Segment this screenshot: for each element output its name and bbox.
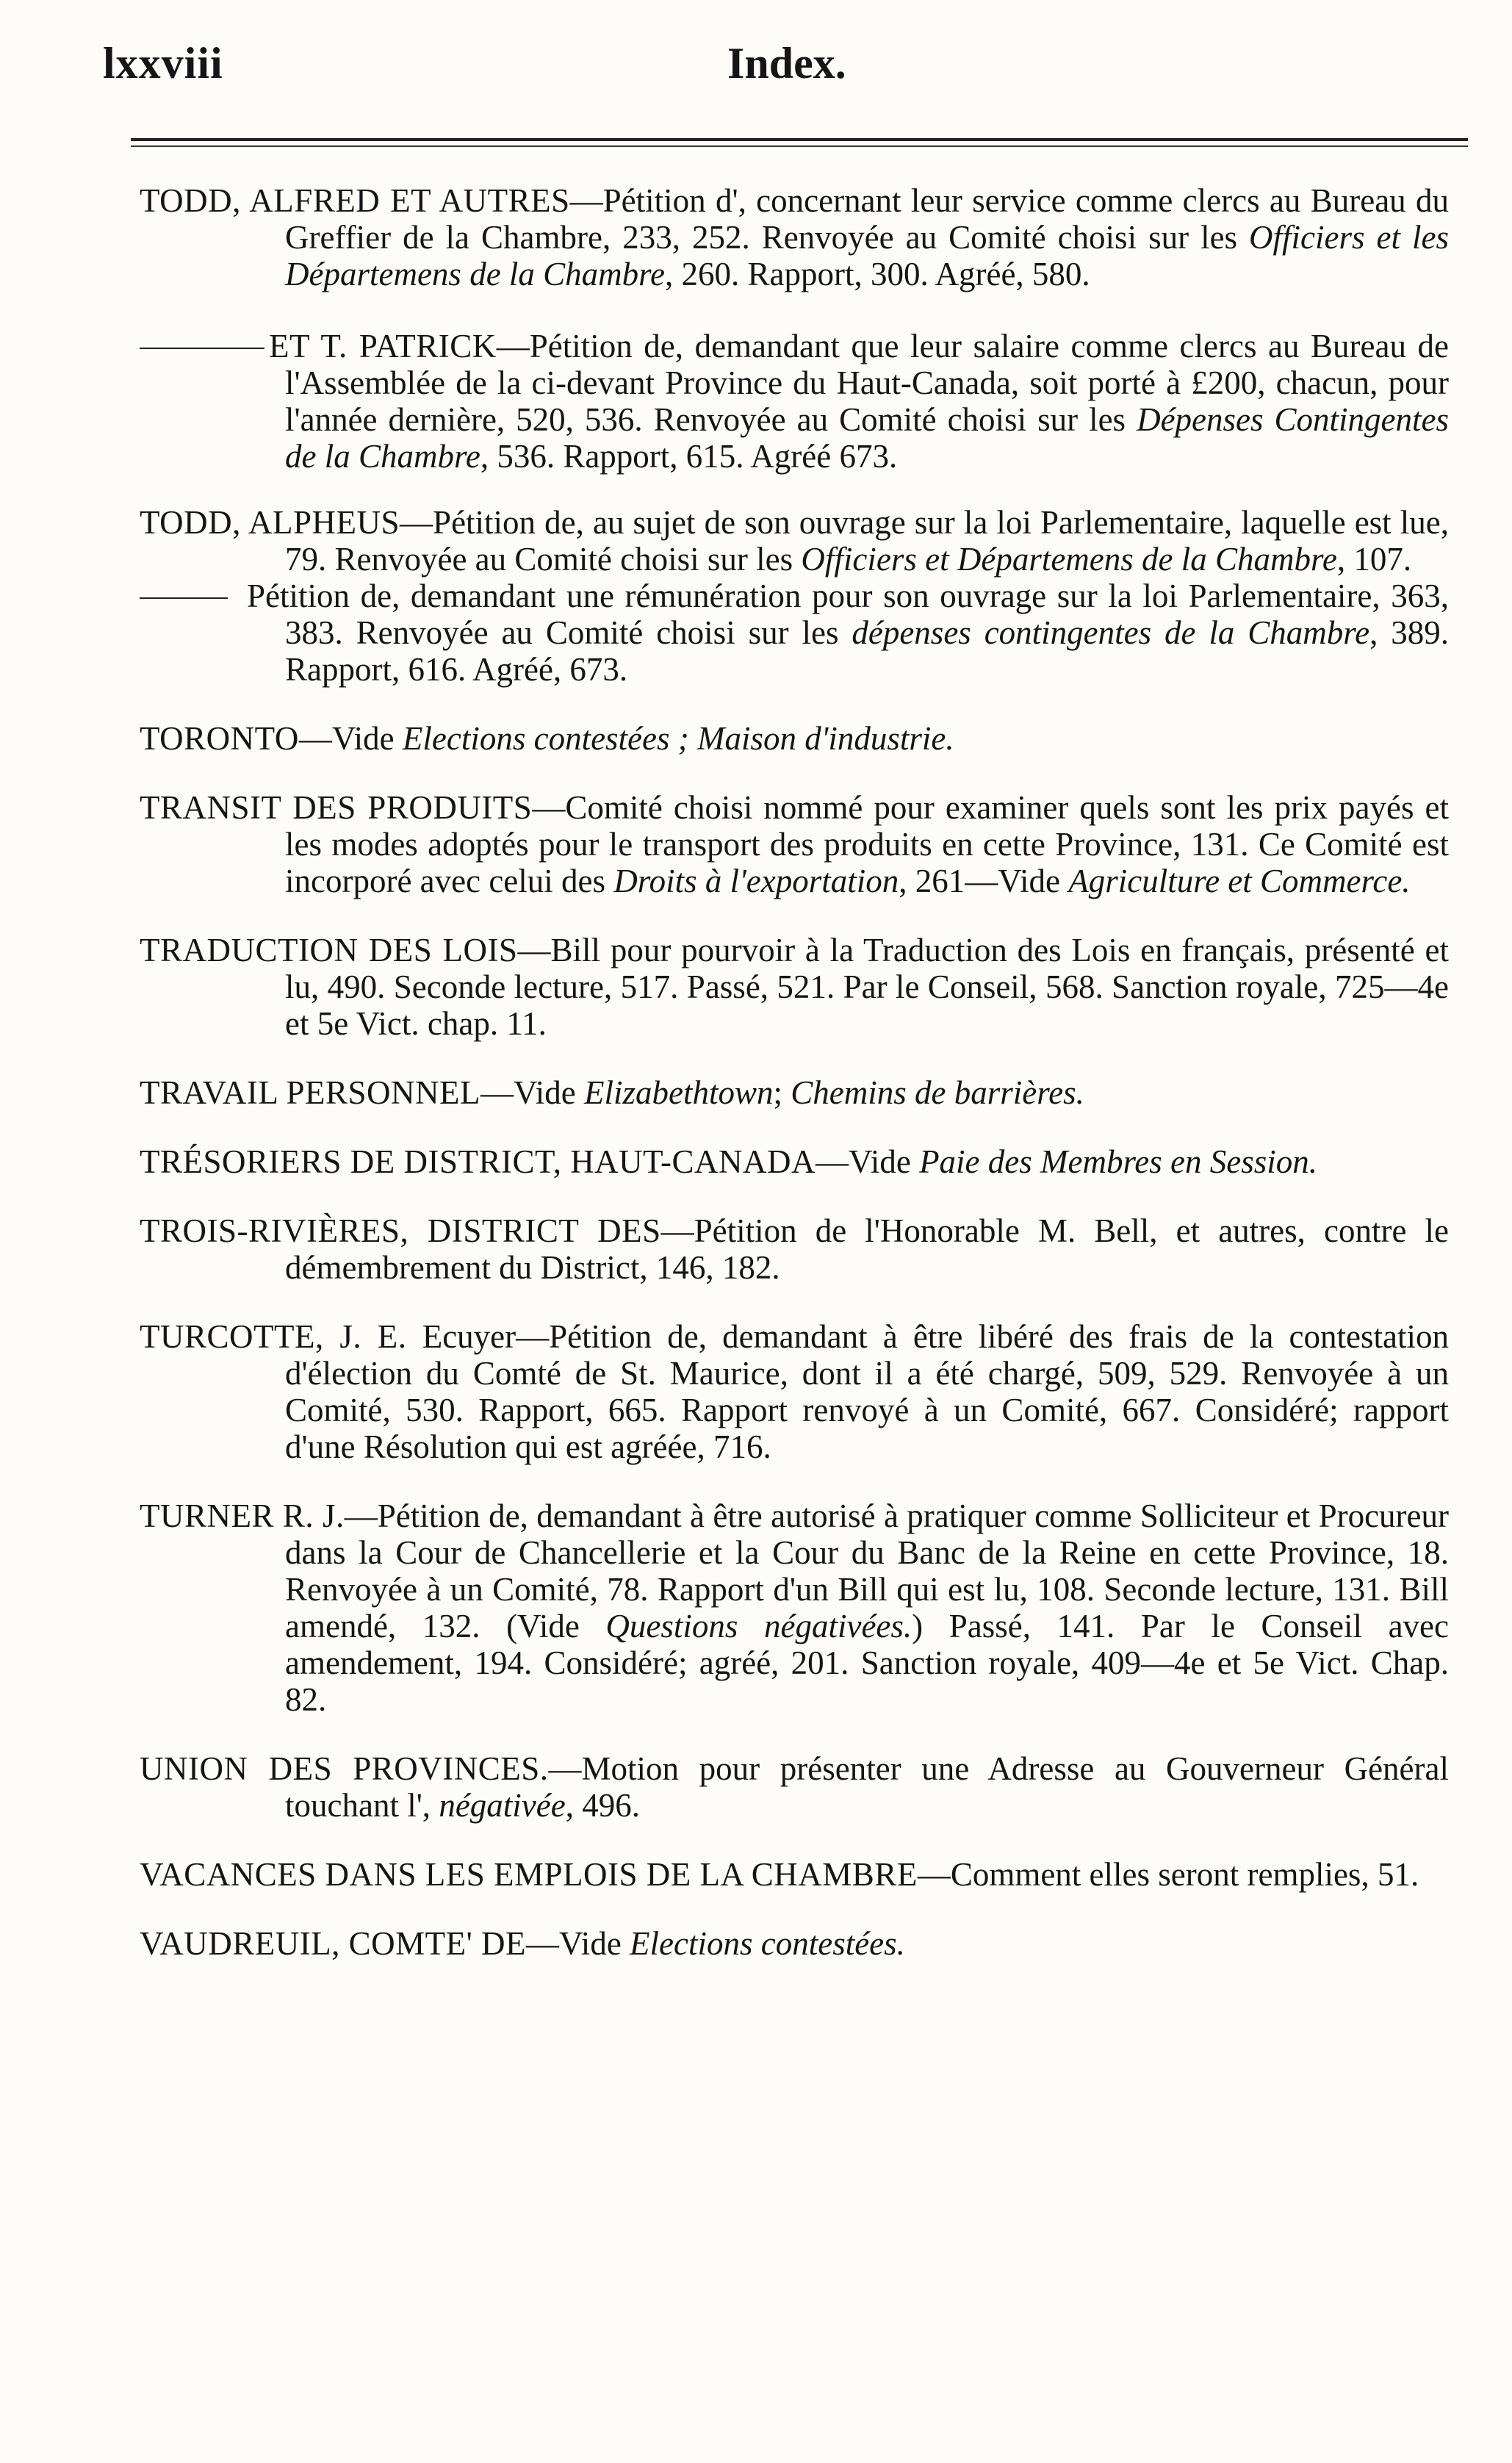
entry-text: —Pétition d', concernant leur service comme clercs au Bureau du Greffier de la Chambre, 233, 252. Renvoyée au Comité choisi sur les [285, 182, 1449, 256]
entry-text-continued: , 261—Vide [899, 863, 1069, 899]
index-entry-traduction [140, 932, 1449, 1042]
entry-text: Pétition de, demandant une rémunération pour son ouvrage sur la loi Parlementaire, 363, 383. Renvoyée au Comité choisi sur les [247, 578, 1449, 651]
entry-heading: TRANSIT DES PRODUITS [140, 789, 533, 826]
index-entry-travail [140, 1074, 1449, 1111]
entry-reference: Paie des Membres en Session. [919, 1143, 1318, 1180]
entry-heading: TRAVAIL PERSONNEL [140, 1074, 480, 1111]
entry-text-continued: ; [773, 1074, 791, 1111]
entry-text: —Pétition de, demandant que leur salaire comme clercs au Bureau de l'Assemblée de la ci-devant Province du Haut-Canada, soit porté à £200, chacun, pour l'année dernière, 520, 536. Renvoyée au Comité choisi sur les [285, 328, 1449, 438]
index-entry-transit [140, 789, 1449, 899]
entry-heading: VACANCES DANS LES EMPLOIS DE LA CHAMBRE [140, 1856, 918, 1893]
entry-text: —Pétition de, au sujet de son ouvrage sur la loi Parlementaire, laquelle est lue, 79. Renvoyée au Comité choisi sur les [285, 504, 1449, 578]
repeat-dash [140, 597, 228, 599]
index-entry-vaudreuil [140, 1925, 1449, 1962]
entry-reference: dépenses contingentes de la Chambre [852, 614, 1370, 651]
running-title: Index. [727, 39, 846, 87]
entry-reference-2: Agriculture et Commerce. [1068, 863, 1411, 899]
entry-heading: TROIS-RIVIÈRES, DISTRICT DES [140, 1212, 661, 1249]
index-entry-turcotte [140, 1318, 1449, 1465]
entry-text: Ecuyer—Pétition de, demandant à être libéré des frais de la contestation d'élection du Comté de St. Maurice, dont il a été chargé, 509, 529. Renvoyée à un Comité, 530. Rapport, 665. Rapport renvoyé à un Comité, 667. Considéré; rapport d'une Résolution qui est agréée, 716. [285, 1318, 1449, 1465]
entry-text: —Comment elles seront remplies, 51. [917, 1856, 1419, 1893]
entry-text-continued: , 536. Rapport, 615. Agréé 673. [480, 438, 898, 475]
repeat-dash [140, 348, 264, 349]
entry-reference: Elections contestées. [630, 1925, 905, 1962]
entry-heading: VAUDREUIL, COMTE' DE [140, 1925, 527, 1962]
page-header [0, 38, 1512, 97]
entry-text-continued: , 389. Rapport, 616. Agréé, 673. [285, 614, 1449, 688]
entry-reference: Officiers et Départemens de la Chambre [801, 541, 1337, 578]
entry-text: —Vide [480, 1074, 585, 1111]
entry-text: —Pétition de l'Honorable M. Bell, et autres, contre le démembrement du District, 146, 182. [285, 1212, 1449, 1286]
entry-text-continued: , 107. [1336, 541, 1412, 578]
entry-text: —Vide [526, 1925, 630, 1962]
entry-heading: TRADUCTION DES LOIS [140, 932, 518, 968]
entry-heading: TURNER R. J. [140, 1497, 345, 1534]
entry-text-continued: , 260. Rapport, 300. Agréé, 580. [665, 256, 1090, 292]
entry-reference: Elections contestées ; Maison d'industrie. [402, 720, 954, 757]
page-number: lxxviii [103, 39, 223, 87]
entry-reference: négativée [439, 1787, 566, 1824]
entry-heading: TODD, ALFRED ET AUTRES [140, 182, 570, 219]
index-entry-todd-patrick [140, 328, 1449, 475]
entry-reference: Droits à l'exportation [613, 863, 899, 899]
entry-reference: Officiers et les Départemens de la Chambre [285, 219, 1449, 292]
index-entry-tresoriers [140, 1143, 1449, 1180]
entry-heading: ET T. PATRICK [269, 328, 497, 364]
index-entries [140, 182, 1449, 1962]
entry-text-continued: , 496. [565, 1787, 640, 1824]
index-entry-todd-alpheus-2 [140, 578, 1449, 688]
index-entry-todd-alfred [140, 182, 1449, 292]
entry-heading: TRÉSORIERS DE DISTRICT, HAUT-CANADA [140, 1143, 816, 1180]
entry-reference: Elizabethtown [584, 1074, 774, 1111]
entry-reference-2: Chemins de barrières. [791, 1074, 1084, 1111]
index-entry-turner [140, 1497, 1449, 1718]
header-rule-thick [131, 138, 1468, 141]
entry-heading: TODD, ALPHEUS [140, 504, 400, 541]
entry-reference: Questions négativées. [605, 1608, 912, 1644]
index-entry-toronto [140, 720, 1449, 757]
entry-text: —Bill pour pourvoir à la Traduction des Lois en français, présenté et lu, 490. Seconde lecture, 517. Passé, 521. Par le Conseil, 568. Sanction royale, 725—4e et 5e Vict. chap. 11. [285, 932, 1449, 1042]
entry-text: —Vide [298, 720, 403, 757]
entry-heading: TORONTO [140, 720, 299, 757]
index-entry-vacances [140, 1856, 1449, 1893]
entry-text: —Vide [816, 1143, 920, 1180]
index-entry-trois-rivieres [140, 1212, 1449, 1286]
entry-text: —Motion pour présenter une Adresse au Gouverneur Général touchant l', [285, 1750, 1449, 1824]
entry-text: —Pétition de, demandant à être autorisé à pratiquer comme Solliciteur et Procureur dans la Cour de Chancellerie et la Cour du Banc de la Reine en cette Province, 18. Renvoyée à un Comité, 78. Rapport d'un Bill qui est lu, 108. Seconde lecture, 131. Bill amendé, 132. (Vide [285, 1497, 1449, 1644]
index-entry-todd-alpheus [140, 504, 1449, 578]
index-entry-union [140, 1750, 1449, 1824]
entry-heading: TURCOTTE, J. E. [140, 1318, 407, 1355]
entry-text: —Comité choisi nommé pour examiner quels sont les prix payés et les modes adoptés pour le transport des produits en cette Province, 131. Ce Comité est incorporé avec celui des [285, 789, 1449, 899]
entry-reference: Dépenses Contingentes de la Chambre [285, 401, 1450, 475]
entry-text-continued: ) Passé, 141. Par le Conseil avec amendement, 194. Considéré; agréé, 201. Sanction royale, 409—4e et 5e Vict. Chap. 82. [285, 1608, 1449, 1718]
header-rule-thin [131, 145, 1468, 147]
entry-heading: UNION DES PROVINCES. [140, 1750, 549, 1787]
